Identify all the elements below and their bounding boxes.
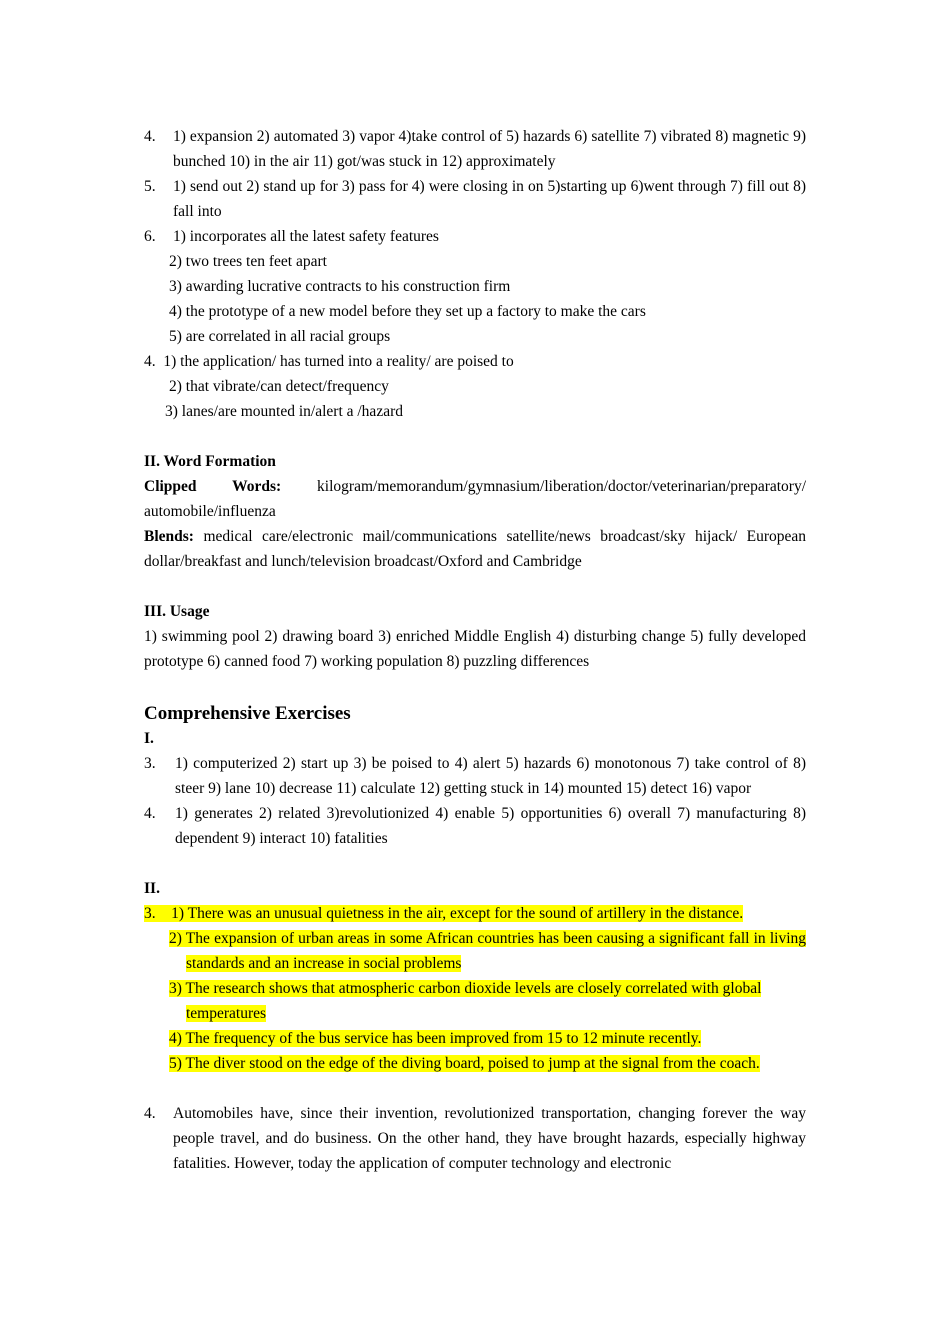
clipped-words-paragraph <box>144 474 806 524</box>
comprehensive-item-3 <box>144 751 806 801</box>
item-line: 2) two trees ten feet apart <box>169 253 327 270</box>
item-number: 3. <box>144 755 156 772</box>
blends-text: medical care/electronic mail/communications satellite/news broadcast/sky hijack/ European dollar/breakfast and lunch/television broadcast/Oxford and Cambridge <box>144 528 807 570</box>
item-text: Automobiles have, since their invention, revolutionized transportation, changing forever the way people travel, and do business. On the other hand, they have brought hazards, especially highway fatalities. However, today the application of computer technology and electronic <box>173 1105 806 1172</box>
blends-label: Blends: <box>144 528 194 545</box>
subsection-heading-i: I. <box>144 730 154 747</box>
comprehensive-item-4 <box>144 801 806 851</box>
section-heading-comprehensive: Comprehensive Exercises <box>144 703 351 724</box>
item-line: 3) lanes/are mounted in/alert a /hazard <box>165 403 403 420</box>
item-number: 4. <box>144 1105 156 1122</box>
highlighted-sentence-2: 2) The expansion of urban areas in some African countries has been causing a significant fall in living standards and an increase in social problems <box>169 930 806 972</box>
highlighted-sentence-5: 5) The diver stood on the edge of the diving board, poised to jump at the signal from the coach. <box>169 1055 760 1072</box>
subsection-heading-ii: II. <box>144 880 160 897</box>
vocab-item-6 <box>144 224 806 249</box>
highlighted-sentence-1: 3. 1) There was an unusual quietness in the air, except for the sound of artillery in the distance. <box>144 905 744 922</box>
highlighted-sentence-4: 4) The frequency of the bus service has been improved from 15 to 12 minute recently. <box>169 1030 702 1047</box>
highlighted-sentence-3: 3) The research shows that atmospheric carbon dioxide levels are closely correlated with global temperatures <box>169 980 762 1022</box>
translation-item-4 <box>144 1101 806 1176</box>
item-line: 5) are correlated in all racial groups <box>169 328 391 345</box>
item-text: 1) expansion 2) automated 3) vapor 4)take control of 5) hazards 6) satellite 7) vibrated 8) magnetic 9) bunched 10) in the air 11) got/was stuck in 12) approximately <box>173 128 806 170</box>
item-line: 2) that vibrate/can detect/frequency <box>169 378 389 395</box>
item-text: 1) computerized 2) start up 3) be poised to 4) alert 5) hazards 6) monotonous 7) take control of 8) steer 9) lane 10) decrease 11) calculate 12) getting stuck in 14) mounted 15) detect 16) vapor <box>175 755 806 797</box>
item-text: 1) generates 2) related 3)revolutionized 4) enable 5) opportunities 6) overall 7) manufacturing 8) dependent 9) interact 10) fatalities <box>175 805 806 847</box>
item-number: 6. <box>144 228 156 245</box>
item-line: 1) incorporates all the latest safety features <box>173 228 439 245</box>
item-number: 3. <box>144 905 156 922</box>
item-line: 4) the prototype of a new model before they set up a factory to make the cars <box>169 303 646 320</box>
item-line: 3) awarding lucrative contracts to his construction firm <box>169 278 511 295</box>
item-line: 1) the application/ has turned into a reality/ are poised to <box>163 353 514 370</box>
clipped-words-text: kilogram/memorandum/gymnasium/liberation/doctor/veterinarian/preparatory/ automobile/influenza <box>144 478 807 520</box>
section-heading-word-formation: II. Word Formation <box>144 453 276 470</box>
translation-item-3 <box>144 901 806 926</box>
document-page <box>144 124 806 1176</box>
item-number: 4. <box>144 353 156 370</box>
item-number: 4. <box>144 805 156 822</box>
section-heading-usage: III. Usage <box>144 603 210 620</box>
vocab-item-5 <box>144 174 806 224</box>
vocab-item-4b <box>144 349 806 374</box>
blends-paragraph <box>144 524 806 574</box>
vocab-item-4 <box>144 124 806 174</box>
item-text: 1) send out 2) stand up for 3) pass for 4) were closing in on 5)starting up 6)went through 7) fill out 8) fall into <box>173 178 806 220</box>
usage-paragraph: 1) swimming pool 2) drawing board 3) enriched Middle English 4) disturbing change 5) fully developed prototype 6) canned food 7) working population 8) puzzling differences <box>144 628 806 670</box>
item-number: 4. <box>144 128 156 145</box>
clipped-words-label: Clipped Words: <box>144 478 282 495</box>
item-number: 5. <box>144 178 156 195</box>
